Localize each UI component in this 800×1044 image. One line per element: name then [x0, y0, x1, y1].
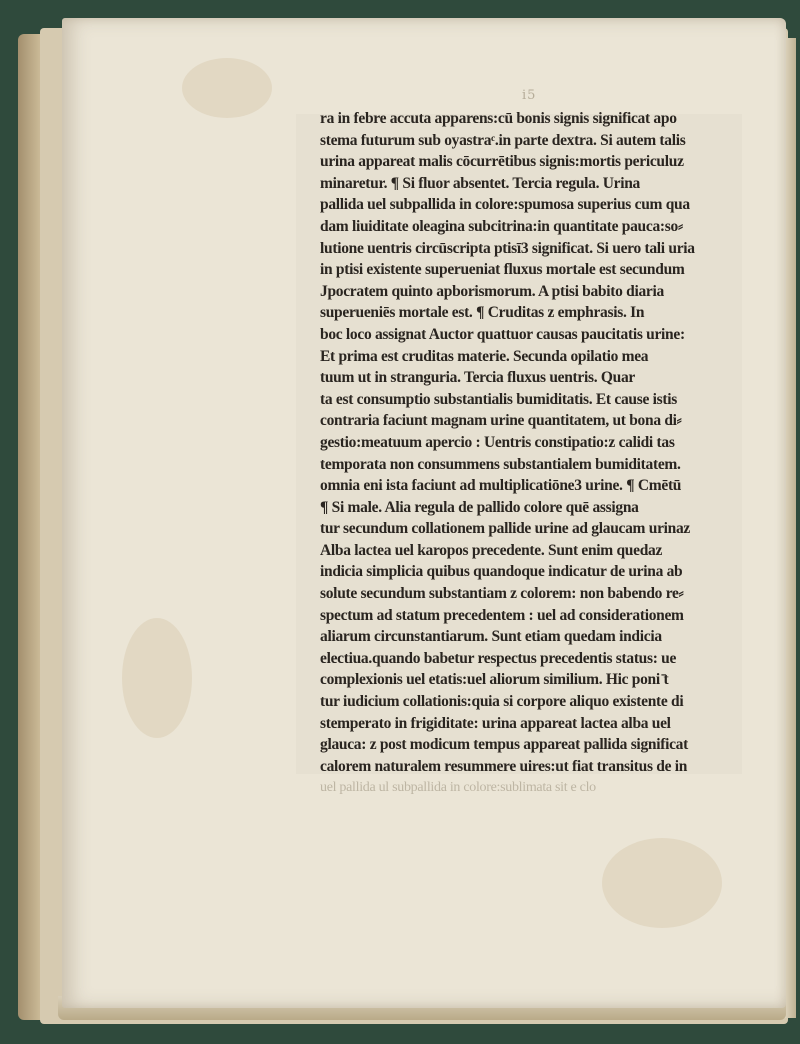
text-line: contraria faciunt magnam urine quantitatem, ut bona di⸗	[320, 412, 682, 430]
stain	[182, 58, 272, 118]
text-line: Jpocratem quinto apborismorum. A ptisi babito diaria	[320, 282, 664, 300]
text-line: stema futurum sub oyastraᶜ.in parte dextra. Si autem talis	[320, 131, 686, 149]
text-line: tur secundum collationem pallide urine ad glaucam urinaz	[320, 520, 691, 538]
text-line: temporata non consummens substantialem bumiditatem.	[320, 455, 681, 473]
text-line: lutione uentris circūscripta ptisī3 significat. Si uero tali uria	[320, 239, 695, 257]
text-line: aliarum circunstantiarum. Sunt etiam quedam indicia	[320, 628, 662, 646]
text-line: electiua.quando babetur respectus precedentis status: ue	[320, 649, 677, 667]
text-line: solute secundum substantiam z colorem: non babendo re⸗	[320, 585, 684, 603]
text-line: in ptisi existente superueniat fluxus mortale est secundum	[320, 261, 685, 279]
text-line: tuum ut in stranguria. Tercia fluxus uentris. Quar	[320, 369, 635, 387]
text-line: spectum ad statum precedentem : uel ad considerationem	[320, 606, 684, 624]
text-line: glauca: z post modicum tempus appareat pallida significat	[320, 736, 688, 754]
text-line: Et prima est cruditas materie. Secunda opilatio mea	[320, 347, 649, 365]
text-line: stemperato in frigiditate: urina appareat lactea alba uel	[320, 714, 671, 732]
text-line: dam liuiditate oleagina subcitrina:in quantitate pauca:so⸗	[320, 217, 683, 235]
folio-mark: i5	[522, 88, 537, 103]
text-line: ra in febre accuta apparens:cū bonis signis significat apo	[320, 110, 677, 127]
text-line: tur iudicium collationis:quia si corpore aliquo existente di	[320, 693, 684, 711]
text-line: gestio:meatuum apercio : Uentris constipatio:z calidi tas	[320, 433, 675, 451]
text-line: pallida uel subpallida in colore:spumosa superius cum qua	[320, 196, 690, 214]
text-line: omnia eni ista faciunt ad multiplicatiōne3 urine. ¶ Cmētū	[320, 477, 682, 495]
text-line: indicia simplicia quibus quandoque indicatur de urina ab	[320, 563, 683, 581]
stain	[122, 618, 192, 738]
stain	[602, 838, 722, 928]
text-line: complexionis uel etatis:uel aliorum similium. Hic poni ̄t	[320, 671, 669, 689]
text-line: ¶ Si male. Alia regula de pallido colore quē assigna	[320, 498, 639, 516]
text-line: urina appareat malis cōcurrētibus signis:mortis periculuz	[320, 153, 684, 171]
text-line: Alba lactea uel karopos precedente. Sunt enim quedaz	[320, 541, 663, 559]
text-line: calorem naturalem resummere uires:ut fiat transitus de in	[320, 757, 688, 775]
text-line: boc loco assignat Auctor quattuor causas paucitatis urine:	[320, 325, 685, 343]
text-line: ta est consumptio substantialis bumiditatis. Et cause istis	[320, 390, 677, 408]
text-block	[320, 108, 732, 799]
text-line: minaretur. ¶ Si fluor absentet. Tercia regula. Urina	[320, 174, 641, 192]
bleed-through-line: uel pallida ul subpallida in colore:sublimata sit e clo	[320, 780, 596, 796]
text-line: superueniēs mortale est. ¶ Cruditas z emphrasis. In	[320, 304, 645, 322]
